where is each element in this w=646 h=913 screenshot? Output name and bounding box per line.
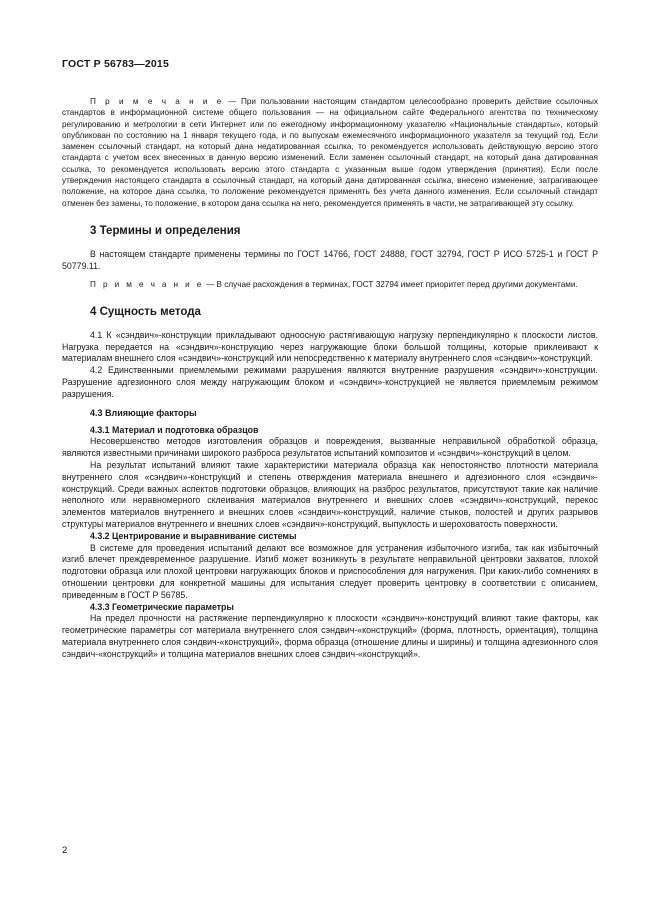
paragraph-4-3-2: В системе для проведения испытаний делают все возможное для устранения избыточного изгиба, так как избыточный изгиб влечет преждевременное разрушение. Изгиб может возникнуть в результате неправильной центровки захватов, плохой подготовки образца или плохой центровки нагружающих блоков и приспособления для нагружения. При каких-либо сомнениях в отношении центровки для конкретной машины для испытания следует проверить центровку в соответствии с описанием, приведенным в ГОСТ Р 56785. <box>62 542 598 600</box>
subsection-4-3-2-heading: 4.3.2 Центрирование и выравнивание системы <box>90 530 297 541</box>
note-text: В случае расхождения в терминах, ГОСТ 32794 имеет приоритет перед другими документами. <box>216 279 578 289</box>
page-number: 2 <box>62 845 68 856</box>
section-3-paragraph: В настоящем стандарте применены термины по ГОСТ 14766, ГОСТ 24888, ГОСТ 32794, ГОСТ Р ИСО 5725-1 и ГОСТ Р 50779.11. <box>62 248 598 271</box>
paragraph-4-3-1-a: Несовершенство методов изготовления образцов и повреждения, вызванные неправильной обработкой образца, являются известными причинами широкого разброса результатов испытаний композитов и «сэндвич»-конструкций в целом. <box>62 436 598 459</box>
note-referenced-standards <box>62 96 598 209</box>
note-dash: — <box>203 279 217 289</box>
paragraph-4-1: 4.1 К «сэндвич»-конструкции прикладывают одноосную растягивающую нагрузку перпендикулярно к плоскости листов. Нагрузка передается на «сэндвич»-конструкцию через нагружающие блоки большой толщины, которые приклеивают к материалам внешнего слоя «сэндвич»-конструкций или непосредственно к материалу внутреннего слоя «сэндвич»-конструкций. <box>62 329 598 364</box>
subsection-4-3-1-heading: 4.3.1 Материал и подготовка образцов <box>90 424 259 435</box>
paragraph-4-3-1-b: На результат испытаний влияют такие характеристики материала образца как непостоянство плотности материала внутреннего слоя «сэндвич»-конструкций и степень отверждения материала внешнего и адгезионного слоя «сэндвич»-конструкций. Среди важных аспектов подготовки образцов, влияющих на разброс результатов, присутствуют такие как наличие неполного или неравномерного склеивания материалов внутреннего и внешних слоев «сэндвич»-конструкций, перекос элементов материалов внутреннего и внешних слоев «сэндвич»-конструкций, наличие стыков, полостей и других разрывов структуры материалов внутреннего и внешних слоев «сэндвич»-конструкций, выпуклость и шероховатость поверхности. <box>62 460 598 530</box>
section-3-note <box>62 279 598 290</box>
paragraph-4-2: 4.2 Единственными приемлемыми режимами разрушения являются внутренние разрушения «сэндвич»-конструкции. Разрушение адгезионного слоя между нагружающим блоком и «сэндвич»-конструкцией не является приемлемым режимом разрушения. <box>62 365 598 399</box>
subsection-4-3-heading: 4.3 Влияющие факторы <box>90 407 197 418</box>
note-label: П р и м е ч а н и е <box>90 279 204 289</box>
note-label: П р и м е ч а н и е <box>90 97 224 106</box>
section-3-heading: 3 Термины и определения <box>90 224 241 237</box>
paragraph-4-3-3: На предел прочности на растяжение перпендикулярно к плоскости «сэндвич»-конструкций влияют такие факторы, как геометрические параметры сот материала внутреннего слоя сэндвич-«конструкций» (форма, плотность, ориентация), толщина материала внутреннего слоя сэндвич-«конструкций», форма образца (отношение длины и ширины) и толщина адгезионного слоя сэндвич-«конструкций» и толщина материалов внешних слоев сэндвич-«конструкций». <box>62 613 598 659</box>
document-page <box>62 58 598 661</box>
subsection-4-3-3-heading: 4.3.3 Геометрические параметры <box>90 601 234 612</box>
section-4-heading: 4 Сущность метода <box>90 305 201 318</box>
note-dash: — <box>223 97 241 106</box>
document-header: ГОСТ Р 56783—2015 <box>62 58 170 70</box>
note-text: При пользовании настоящим стандартом целесообразно проверить действие ссылочных стандартов в информационной системе общего пользования — на официальном сайте Федерального агентства по техническому регулированию и метрологии в сети Интернет или по ежегодному информационному указателю «Национальные стандарты», который опубликован по состоянию на 1 января текущего года, и по выпускам ежемесячного информационного указателя за текущий год. Если заменен ссылочный стандарт, на который дана недатированная ссылка, то рекомендуется использовать действующую версию этого стандарта с учетом всех внесенных в данную версию изменений. Если заменен ссылочный стандарт, на который дана датированная ссылка, то рекомендуется использовать версию этого стандарта с указанным выше годом утверждения (принятия). Если после утверждения настоящего стандарта в ссылочный стандарт, на который дана датированная ссылка, внесено изменение, затрагивающее положение, на которое дана ссылка, то положение рекомендуется применять без учета данного изменения. Если ссылочный стандарт отменен без замены, то положение, в котором дана ссылка на него, рекомендуется применять в части, не затрагивающей эту ссылку. <box>62 97 598 208</box>
